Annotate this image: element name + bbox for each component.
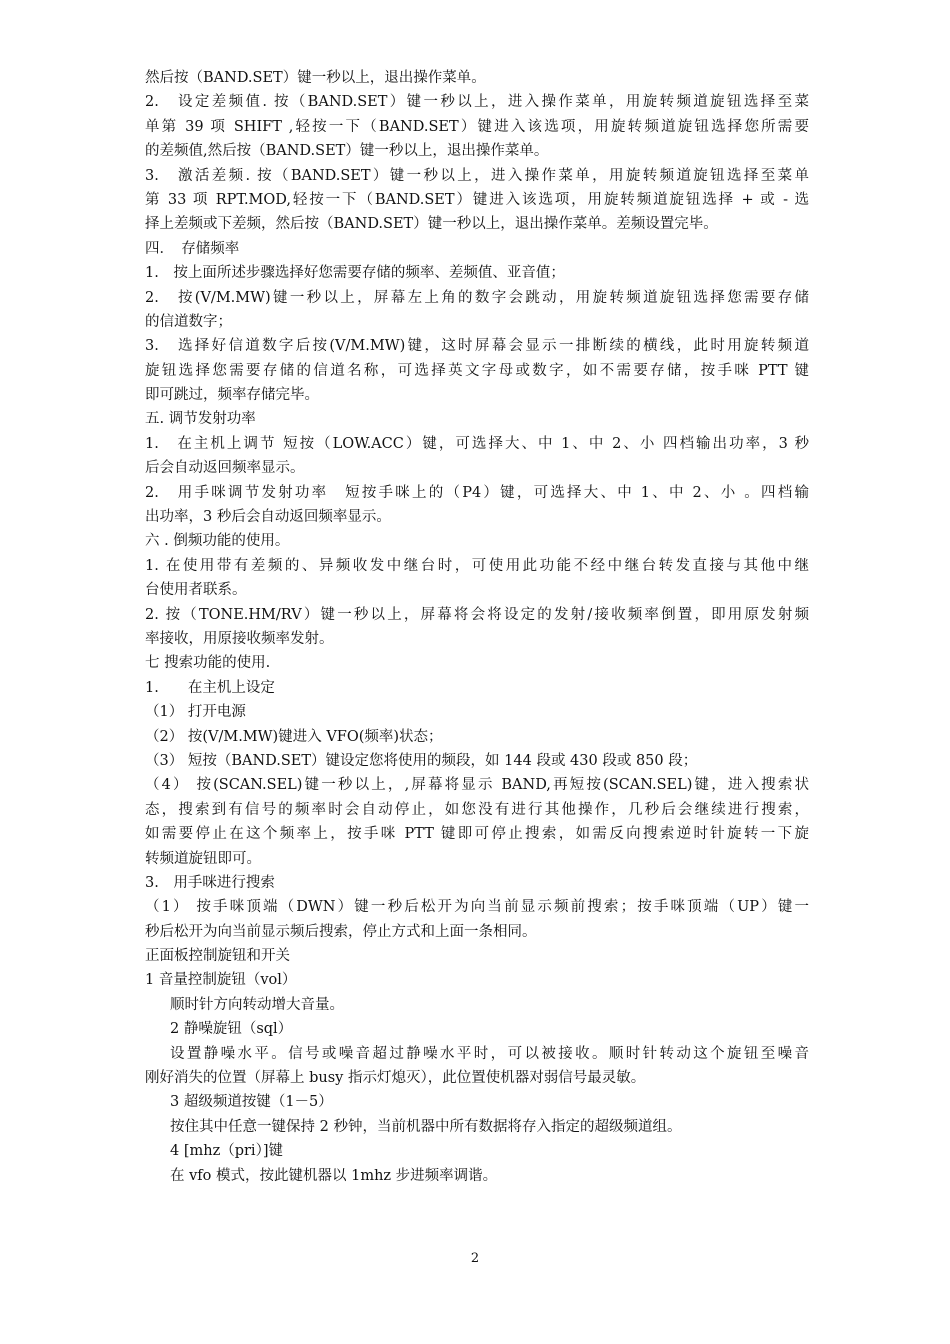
text-line: 台使用者联系。 (145, 582, 247, 599)
text-line: 正面板控制旋钮和开关 (145, 948, 290, 965)
text-line: （1） 按手咪顶端（DWN）键一秒后松开为向当前显示频前搜索；按手咪顶端（UP）键一 (145, 899, 809, 916)
text-line: 2 静噪旋钮（sql） (170, 1021, 293, 1038)
text-line: 按住其中任意一键保持 2 秒钟，当前机器中所有数据将存入指定的超级频道组。 (170, 1118, 682, 1135)
text-line: 秒后松开为向当前显示频后搜索，停止方式和上面一条相同。 (145, 923, 537, 940)
page-number: 2 (470, 1251, 480, 1266)
text-line: （4） 按(SCAN.SEL)键一秒以上，,屏幕将显示 BAND,再短按(SCAN.SEL)键，进入搜索状 (145, 777, 809, 794)
text-line: 2. 按（TONE.HM/RV）键一秒以上，屏幕将会将设定的发射/接收频率倒置，即用原发射频 (145, 606, 809, 623)
text-line: 五. 调节发射功率 (145, 411, 256, 428)
text-line: 旋钮选择您需要存储的信道名称，可选择英文字母或数字，如不需要存储，按手咪 PTT 键 (145, 362, 809, 379)
text-line: 1. 在使用带有差频的、异频收发中继台时，可使用此功能不经中继台转发直接与其他中继 (145, 557, 809, 574)
text-line: 态，搜索到有信号的频率时会自动停止，如您没有进行其他操作，几秒后会继续进行搜索， (145, 801, 809, 818)
text-line: 的信道数字； (145, 313, 232, 330)
text-line: 率接收，用原接收频率发射。 (145, 630, 334, 647)
text-line: 1. 在主机上设定 (145, 679, 275, 696)
text-line: 七 搜索功能的使用. (145, 655, 271, 672)
text-line: 顺时针方向转动增大音量。 (170, 996, 344, 1013)
text-line: 3. 激活差频. 按（BAND.SET）键一秒以上，进入操作菜单，用旋转频道旋钮选择至菜单 (145, 167, 809, 184)
text-line: 刚好消失的位置（屏幕上 busy 指示灯熄灭），此位置使机器对弱信号最灵敏。 (145, 1070, 646, 1087)
text-line: 3 超级频道按键（1－5） (170, 1094, 333, 1111)
text-line: 1 音量控制旋钮（vol） (145, 972, 297, 989)
text-line: （2） 按(V/M.MW)键进入 VFO(频率)状态； (145, 728, 443, 745)
text-line: （1） 打开电源 (145, 704, 246, 721)
text-line: 1. 在主机上调节 短按（LOW.ACC）键，可选择大、中 1、中 2、小 四档输出功率，3 秒 (145, 435, 809, 452)
text-line: 3. 用手咪进行搜索 (145, 874, 275, 891)
text-line: 1. 按上面所述步骤选择好您需要存储的频率、差频值、亚音值； (145, 265, 565, 282)
text-line: 六 . 倒频功能的使用。 (145, 533, 290, 550)
text-line: 即可跳过，频率存储完毕。 (145, 387, 319, 404)
text-line: 出功率，3 秒后会自动返回频率显示。 (145, 509, 391, 526)
text-line: 的差频值,然后按（BAND.SET）键一秒以上，退出操作菜单。 (145, 143, 549, 160)
text-line: 3. 选择好信道数字后按(V/M.MW)键，这时屏幕会显示一排断续的横线，此时用旋转频道 (145, 338, 809, 355)
text-line: 4 [mhz（pri）]键 (170, 1143, 283, 1160)
document-body (145, 66, 809, 1188)
text-line: 在 vfo 模式，按此键机器以 1mhz 步进频率调谐。 (170, 1167, 498, 1184)
text-line: 四． 存储频率 (145, 240, 240, 257)
text-line: 单第 39 项 SHIFT ,轻按一下（BAND.SET）键进入该选项，用旋转频道旋钮选择您所需要 (145, 118, 809, 135)
text-line: 第 33 项 RPT.MOD,轻按一下（BAND.SET）键进入该选项，用旋转频道旋钮选择 + 或 - 选 (145, 191, 809, 208)
text-line: 择上差频或下差频，然后按（BAND.SET）键一秒以上，退出操作菜单。差频设置完毕。 (145, 216, 718, 233)
text-line: 2. 设定差频值. 按（BAND.SET）键一秒以上，进入操作菜单，用旋转频道旋钮选择至菜 (145, 94, 809, 111)
text-line: 2. 按(V/M.MW)键一秒以上，屏幕左上角的数字会跳动，用旋转频道旋钮选择您需要存储 (145, 289, 809, 306)
text-line: 转频道旋钮即可。 (145, 850, 261, 867)
text-line: （3） 短按（BAND.SET）键设定您将使用的频段，如 144 段或 430 段或 850 段； (145, 752, 698, 769)
text-line: 2. 用手咪调节发射功率 短按手咪上的（P4）键，可选择大、中 1、中 2、小 。四档输 (145, 484, 809, 501)
text-line: 设置静噪水平。信号或噪音超过静噪水平时，可以被接收。顺时针转动这个旋钮至噪音 (170, 1045, 809, 1062)
text-line: 如需要停止在这个频率上，按手咪 PTT 键即可停止搜索，如需反向搜索逆时针旋转一下旋 (145, 826, 809, 843)
text-line: 然后按（BAND.SET）键一秒以上，退出操作菜单。 (145, 70, 486, 86)
text-line: 后会自动返回频率显示。 (145, 460, 305, 477)
